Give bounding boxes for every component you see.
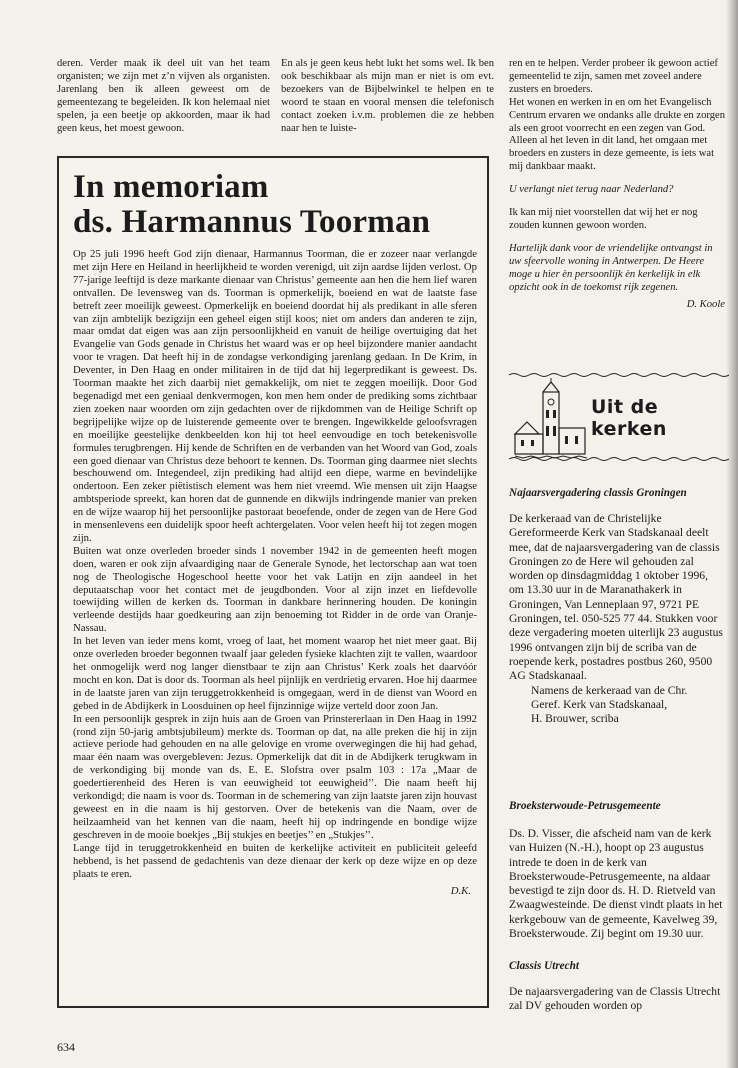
section-header [509,372,729,462]
in-memoriam-box [57,156,489,1008]
binding-shadow [726,0,738,1068]
news-heading: Najaarsvergadering classis Groningen [509,487,687,499]
news-item [509,512,725,726]
news-signature-line: Geref. Kerk van Stadskanaal, [531,697,668,711]
news-body: Ds. D. Visser, die afscheid nam van de kerk van Huizen (N.-H.), hoopt op 23 augustus intrede te doen in de kerk van Broeksterwoude-Petrusgemeente, na aldaar bevestigd te zijn door ds. H. D. Rietveld van Zwaagwesteinde. De dienst vindt plaats in het kerkgebouw van de gemeente, Kavelweg 39, Broeksterwoude. Zij begint om 19.30 uur. [509,827,723,941]
memoriam-paragraph: Buiten wat onze overleden broeder sinds 1 november 1942 in de gemeenten heeft mogen doen, waren er ook zijn afvaardiging naar de Generale Synode, het lectorschap aan wat toen nog de Theologische Hogeschool heette voor het vak Latijn en zijn aandeel in het deputaatschap voor het contact met de jeugdbonden. Voor al zijn inzet en liefdevolle toewijding willen de kerken ds. Toorman in dankbare herinnering houden. De koningin verleende destijds haar goedkeuring aan zijn benoeming tot Ridder in de orde van Oranje-Nassau. [73,544,477,635]
memoriam-paragraph: In het leven van ieder mens komt, vroeg of laat, het moment waarop het niet meer gaat. Bij onze overleden broeder begonnen twaalf jaar geleden fysieke klachten zijt te vallen, waardoor het onmogelijk werd nog langer dienstbaar te zijn aan Christus’ Kerk zoals het daarvóór mocht en kon. Dat is door ds. Toorman als heel pijnlijk en verdrietig ervaren. Hoe hij daarmee in de laatste jaren van zijn teruggetrokkenheid is omgegaan, werd in de dienst van Woord en gebed in de Abdijkerk in Loosduinen op heel fijnzinnige wijze verteld door zoon Jan. [73,635,477,712]
memoriam-title-line1: In memoriam [73,169,269,205]
interview-continued-text: deren. Verder maak ik deel uit van het team organisten; we zijn met z’n vijven als organisten. Jarenlang ben ik alleen geweest om de gemeentezang te begeleiden. Ik kon helemaal niet spelen, ja een beetje op akkoorden, maar ik had geen keus, het moest gewoon. [57,58,270,134]
memoriam-signature: D.K. [450,885,471,898]
wavy-rule-bottom [509,456,729,462]
page-number: 634 [57,1040,75,1054]
news-signature-line: Namens de kerkeraad van de Chr. [531,683,688,697]
memoriam-title [73,170,477,240]
news-signature-line: H. Brouwer, scriba [531,712,619,726]
top-middle-column [281,58,494,135]
news-heading: Broeksterwoude-Petrusgemeente [509,800,661,812]
church-illustration-icon [513,378,587,460]
interview-answer: Ik kan mij niet voorstellen dat wij het er nog zouden kunnen gewoon worden. [509,207,698,231]
news-heading: Classis Utrecht [509,960,579,972]
interview-thanks: Hartelijk dank voor de vriendelijke ontvangst in uw sfeervolle woning in Antwerpen. De Heere moge u hier èn persoonlijk èn kerkelijk in elk opzicht ook in de toekomst rijk zegenen. [509,242,713,293]
interview-signature: D. Koole [686,298,725,310]
right-column-interview [509,58,725,310]
interview-paragraph: ren en te helpen. Verder probeer ik gewoon actief gemeentelid te zijn, samen met zoveel andere zusters en broeders. [509,58,718,95]
section-title: Uit de kerken [591,396,667,440]
interview-continued-text: En als je geen keus hebt lukt het soms wel. Ik ben ook beschikbaar als mijn man er niet is om evt. bezoekers van de Bijbelwinkel te helpen en te woord te staan en vooral mensen die telefonisch contact zoeken i.v.m. problemen die ze hebben naar hen te luiste- [281,58,494,134]
news-item [509,827,725,941]
memoriam-paragraph: In een persoonlijk gesprek in zijn huis aan de Groen van Prinstererlaan in Den Haag in 1992 (rond zijn 50-jarig ambtsjubileum) merkte ds. Toorman op dat, na alle preken die hij in zijn actieve periode had gehouden en na alle gelovige en vrome overwegingen die hij had gehad, maar één naam was overgebleven: Jezus. Opmerkelijk dat dit in de Abdijkerk terugkwam in de verkondiging bij monde van ds. E. E. Slofstra over psalm 103 : 17a „Maar de goedertierenheid des Heren is van eeuwigheid tot eeuwigheid’’. Die naam heeft hij verkondigd; die naam is voor ds. Toorman in de schemering van zijn laatste jaren zijn houvast geweest en in die naam is hij gestorven. Over de betekenis van die Naam, over de heilzaamheid van het kennen van die naam, heeft hij op indringende en bondige wijze geschreven in de mooie boekjes „Bij stukjes en beetjes’’ en „Stukjes’’. [73,712,477,841]
interview-paragraph: Het wonen en werken in en om het Evangelisch Centrum ervaren we ondanks alle drukte en zorgen als een groot voorrecht en een zegen van God. Alleen al het leven in dit land, het omgaan met broeders en zusters in deze gemeente, is iets wat mij dankbaar maakt. [509,96,726,173]
news-body: De kerkeraad van de Christelijke Gereformeerde Kerk van Stadskanaal deelt mee, dat de najaarsvergadering van de classis Groningen zo de Here wil gehouden zal worden op dinsdagmiddag 1 oktober 1996, om 13.30 uur in de Maranathakerk in Groningen, Van Lenneplaan 97, 9721 PE Groningen, tel. 050-525 77 44. Stukken voor deze vergadering moeten uiterlijk 23 augustus 1996 ontvangen zijn bij de scriba van de roepende kerk, postadres postbus 260, 9500 AG Stadskanaal. [509,512,723,683]
memoriam-paragraph: Op 25 juli 1996 heeft God zijn dienaar, Harmannus Toorman, die er zozeer naar verlangde met zijn Here en Heiland in heerlijkheid te worden verenigd, uit zijn aardse lijden verlost. Op 77-jarige leeftijd is deze markante dienaar van Christus’ gemeente aan hen die hem lief waren ontvallen. De levensweg van ds. Toorman is opmerkelijk, boeiend en wat de laatste fase betreft zeer moeilijk geweest. Opmerkelijk en boeiend doordat hij als predikant in alle sferen van zijn ambtelijk bezigzijn een geheel eigen stijl koos; niet om anders dan anderen te zijn, maar omdat dat eigen was aan zijn persoonlijkheid en vanuit de heilige overtuiging dat het Evangelie van Gods genade in Christus het waard was er op heel bijzondere manier aandacht voor te vragen. Dat heeft hij in de zondagse verkondiging jarenlang gedaan. In De Krim, in Deventer, in Den Haag en onder militairen in de tijd dat hij legerpredikant is geweest. Ds. Toorman maakte het zich daarbij niet gemakkelijk, om niet te zeggen moeilijk. Door God begenadigd met een geniaal denkvermogen, kon men hem onder de prediking soms zichtbaar zien zoeken naar woorden om zijn gedachten over de rijkdommen van de Heilige Schrift op begrijpelijke wijze op de luisterende gemeente over te brengen. Ingewikkelde geloofsvragen en moeilijke geestelijke denkbeelden kon hij tot heel eenvoudige en toch betekenisvolle formules terugbrengen. Hij kende de Schriften en de verbanden van het Woord van God, zoals een goed dienaar van Christus deze behoort te kennen. Ds. Toorman ging daarmee niet slechts beschouwend om. Integendeel, zijn prediking had altijd een diepe, warme en bevindelijke ondertoon. Een zeker piëtistisch element was hem niet vreemd. Wie mensen uit zijn Haagse ambtsperiode spreekt, kan horen dat de gunnende en dikwijls indringende manier van preken en de wijze waarop hij het persoonlijke pastoraat beoefende, onder de zegen van de Here God in mensenlevens een duidelijk spoor heeft achtergelaten. Voor velen heeft hij tot zegen mogen zijn. [73,248,477,544]
top-left-column [57,58,270,135]
memoriam-paragraph: Lange tijd in teruggetrokkenheid en buiten de kerkelijke activiteit en publiciteit geleefd hebbend, is het passend de gedachtenis van deze dienaar der kerk op deze wijze en op deze plaats te eren. [73,841,477,880]
news-body: De najaarsvergadering van de Classis Utrecht zal DV gehouden worden op [509,985,721,1013]
news-item [509,985,725,1014]
memoriam-title-line2: ds. Harmannus Toorman [73,204,431,240]
interview-question: U verlangt niet terug naar Nederland? [509,184,674,196]
